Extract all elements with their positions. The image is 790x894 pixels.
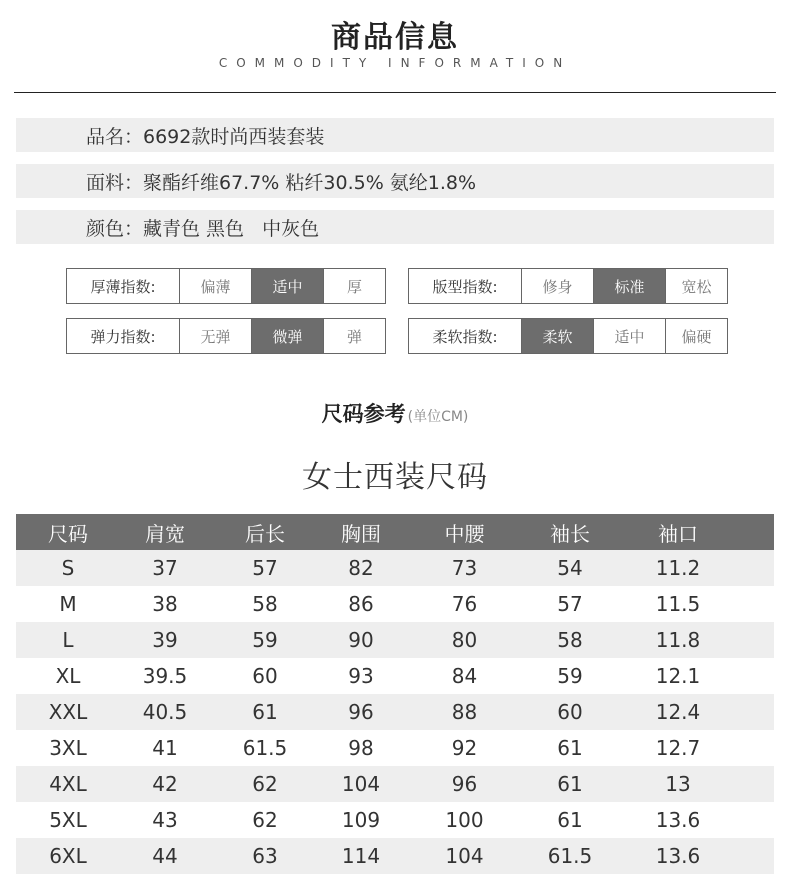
table-cell: 61: [252, 700, 278, 724]
table-cell: 11.5: [655, 592, 701, 616]
index-fit-option-1: 修身: [521, 269, 593, 303]
table-cell: 61.5: [242, 736, 288, 760]
table-cell: 41: [152, 736, 178, 760]
divider: [14, 92, 776, 93]
table-cell: 57: [557, 592, 583, 616]
index-thickness-option-2: 适中: [251, 269, 323, 303]
info-product-name-text: 品名：6692款时尚西装套装: [86, 126, 325, 148]
table-cell: 59: [557, 664, 583, 688]
index-thickness-option-3: 厚: [323, 269, 385, 303]
index-softness: [408, 318, 728, 354]
table-header-cell: 肩宽: [145, 521, 185, 546]
table-cell: 73: [451, 556, 478, 580]
table-cell: 98: [348, 736, 374, 760]
table-cell: 6XL: [49, 844, 87, 868]
table-row: [16, 838, 774, 874]
index-fit-label: 版型指数:: [432, 277, 498, 296]
table-cell: 13.6: [655, 844, 701, 868]
table-cell: 44: [152, 844, 178, 868]
info-fabric: [16, 164, 774, 198]
table-row: [16, 730, 774, 766]
index-fit: [408, 268, 728, 304]
table-row: [16, 658, 774, 694]
table-cell: 80: [451, 628, 478, 652]
table-cell: 57: [252, 556, 278, 580]
table-cell: 42: [152, 772, 178, 796]
table-header-cell: 胸围: [341, 521, 381, 546]
table-cell: 84: [451, 664, 478, 688]
index-elasticity-option-1: 无弹: [179, 319, 251, 353]
table-cell: 86: [348, 592, 374, 616]
table-cell: 37: [152, 556, 178, 580]
table-cell: 104: [445, 844, 484, 868]
table-cell: 11.8: [655, 628, 701, 652]
table-cell: M: [59, 592, 77, 616]
table-cell: 39.5: [142, 664, 188, 688]
index-softness-label: 柔软指数:: [432, 327, 498, 346]
index-thickness: [66, 268, 386, 304]
index-fit-option-2: 标准: [593, 269, 665, 303]
table-header-cell: 尺码: [48, 521, 88, 546]
table-cell: 114: [341, 844, 381, 868]
table-cell: 96: [451, 772, 478, 796]
table-row: [16, 766, 774, 802]
size-reference-unit: (单位CM): [407, 409, 469, 425]
table-cell: 12.4: [655, 700, 701, 724]
index-fit-option-3: 宽松: [665, 269, 727, 303]
table-cell: 58: [557, 628, 583, 652]
table-cell: 13.6: [655, 808, 701, 832]
table-cell: 38: [152, 592, 178, 616]
index-elasticity-option-2: 微弹: [251, 319, 323, 353]
table-cell: 54: [557, 556, 583, 580]
table-header-row: [16, 514, 774, 550]
info-fabric-text: 面料：聚酯纤维67.7% 粘纤30.5% 氨纶1.8%: [86, 172, 477, 194]
info-colors-text: 颜色：藏青色 黑色 中灰色: [86, 218, 320, 240]
table-row: [16, 622, 774, 658]
table-cell: 90: [348, 628, 374, 652]
info-colors: [16, 210, 774, 244]
table-cell: 93: [348, 664, 374, 688]
table-cell: S: [61, 556, 75, 580]
table-cell: 63: [252, 844, 278, 868]
index-softness-option-2: 适中: [593, 319, 665, 353]
table-cell: 109: [341, 808, 381, 832]
table-cell: 60: [252, 664, 278, 688]
table-cell: 39: [152, 628, 178, 652]
table-cell: L: [62, 628, 74, 652]
table-cell: 76: [451, 592, 478, 616]
size-reference-heading: [0, 398, 790, 428]
table-header-cell: 后长: [245, 521, 285, 546]
table-cell: 59: [252, 628, 278, 652]
table-cell: 92: [451, 736, 478, 760]
table-cell: 82: [348, 556, 374, 580]
table-header-cell: 中腰: [444, 521, 485, 546]
index-thickness-label: 厚薄指数:: [90, 277, 156, 296]
table-cell: 3XL: [49, 736, 87, 760]
table-cell: 88: [451, 700, 478, 724]
table-cell: 96: [348, 700, 374, 724]
table-cell: 60: [557, 700, 583, 724]
table-row: [16, 586, 774, 622]
size-table-title: 女士西装尺码: [302, 460, 488, 495]
table-cell: 61: [557, 772, 583, 796]
table-cell: 61.5: [547, 844, 593, 868]
table-cell: 104: [341, 772, 381, 796]
index-thickness-option-1: 偏薄: [179, 269, 251, 303]
index-softness-option-1: 柔软: [521, 319, 593, 353]
index-elasticity-option-3: 弹: [323, 319, 385, 353]
table-cell: 62: [252, 808, 278, 832]
page-subtitle: COMMODITY INFORMATION: [218, 56, 572, 70]
table-cell: 58: [252, 592, 278, 616]
table-cell: 12.7: [655, 736, 701, 760]
table-row: [16, 550, 774, 586]
table-row: [16, 694, 774, 730]
size-table: [16, 514, 774, 874]
size-reference-title: 尺码参考: [321, 402, 406, 426]
table-cell: 4XL: [49, 772, 87, 796]
table-cell: XL: [55, 664, 81, 688]
page-title: 商品信息: [331, 20, 459, 55]
info-product-name: [16, 118, 774, 152]
table-cell: 62: [252, 772, 278, 796]
index-elasticity-label: 弹力指数:: [90, 327, 156, 346]
table-row: [16, 802, 774, 838]
table-cell: 12.1: [655, 664, 701, 688]
table-cell: 43: [152, 808, 178, 832]
table-cell: 5XL: [49, 808, 87, 832]
table-header-cell: 袖口: [658, 521, 698, 546]
table-cell: 61: [557, 736, 583, 760]
table-cell: 100: [445, 808, 484, 832]
table-cell: 40.5: [142, 700, 188, 724]
table-cell: 11.2: [655, 556, 701, 580]
index-softness-option-3: 偏硬: [665, 319, 727, 353]
table-cell: XXL: [48, 700, 88, 724]
index-elasticity: [66, 318, 386, 354]
table-cell: 13: [665, 772, 691, 796]
table-cell: 61: [557, 808, 583, 832]
table-header-cell: 袖长: [550, 521, 590, 546]
